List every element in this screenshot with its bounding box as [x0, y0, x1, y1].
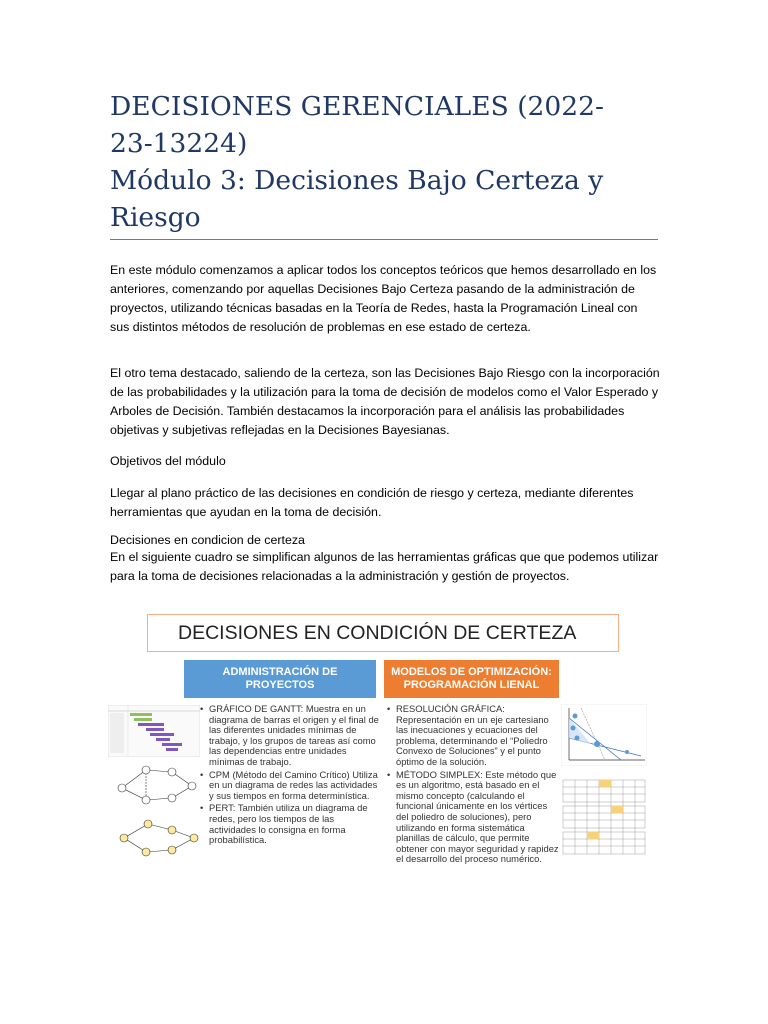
certeza-paragraph: En el siguiente cuadro se simplifican algunos de las herramientas gráficas que que podemos utilizar para la toma de decisiones relacionadas a la administración y gestión de proyectos. [110, 550, 659, 583]
bullet-simplex: • MÉTODO SIMPLEX: Este método que es un algoritmo, está basado en el mismo concepto (calculando el funcional únicamente en los vértices del poliedro de soluciones), pero utilizando en forma sistemática planillas de cálculo, que permite obtener con mayor seguridad y rapidez el desarrollo del proceso numérico. [387, 770, 559, 865]
intro-paragraph: En este módulo comenzamos a aplicar todos los conceptos teóricos que hemos desarrollado en los anteriores, comenzando por aquellas Decisiones Bajo Certeza pasando de la administración de proyectos, utilizando técnicas basadas en la Teoría de Redes, hasta la Programación Lineal con sus distintos métodos de resolución de problemas en ese estado de certeza. [110, 263, 657, 334]
right-column-header-label: MODELOS DE OPTIMIZACIÓN: PROGRAMACIÓN LIENAL [391, 666, 552, 691]
right-column-header [384, 660, 559, 698]
pert-network-icon [118, 816, 200, 862]
left-column-header [184, 660, 376, 698]
riesgo-paragraph: El otro tema destacado, saliendo de la certeza, son las Decisiones Bajo Riesgo con la incorporación de las probabilidades y la utilización para la toma de decisión de modelos como el Valor Esperado y Arboles de Decisión. También destacamos la incorporación para el análisis las probabilidades objetivas y subjetivas reflejadas en la Decisiones Bayesianas. [110, 366, 660, 437]
title-line-3: Módulo 3: Decisiones Bajo Certeza y [110, 165, 604, 196]
bullet-pert: • PERT: También utiliza un diagrama de redes, pero los tiempos de las actividades lo consigna en forma probabilística. [200, 803, 380, 845]
title-line-4: Riesgo [110, 202, 201, 233]
left-column-header-label: ADMINISTRACIÓN DE PROYECTOS [222, 666, 338, 691]
certeza-heading: Decisiones en condicion de certeza [110, 533, 305, 547]
graphical-solution-plot-icon [561, 704, 647, 766]
simplex-tableau-icon [561, 776, 647, 858]
figure-title: DECISIONES EN CONDICIÓN DE CERTEZA [147, 614, 619, 652]
bullet-graphical-solution: • RESOLUCIÓN GRÁFICA: Representación en un eje cartesiano las inecuaciones y ecuaciones del problema, determinando el “Poliedro Convexo de Soluciones” y el punto óptimo de la solución. [387, 704, 559, 768]
gantt-chart-icon [108, 705, 200, 757]
bullet-cpm: • CPM (Método del Camino Crítico) Utiliza en un diagrama de redes las actividades y sus tiempos en forma determinística. [200, 770, 380, 802]
right-column-bullets [387, 704, 559, 867]
document-title [110, 88, 650, 236]
title-underline-rule [110, 239, 658, 240]
certeza-figure [100, 604, 660, 904]
left-column-bullets [200, 704, 380, 848]
title-line-2: 23-13224) [110, 128, 248, 159]
cpm-network-icon [116, 762, 198, 810]
objectives-heading: Objetivos del módulo [110, 454, 226, 468]
title-line-1: DECISIONES GERENCIALES (2022- [110, 91, 604, 122]
objectives-paragraph: Llegar al plano práctico de las decisiones en condición de riesgo y certeza, mediante diferentes herramientas que ayudan en la toma de decisión. [110, 486, 634, 519]
bullet-gantt: • GRÁFICO DE GANTT: Muestra en un diagrama de barras el origen y el final de las diferentes unidades mínimas de trabajo, y los grupos de tareas así como las dependencias entre unidades mínimas de trabajo. [200, 704, 380, 768]
